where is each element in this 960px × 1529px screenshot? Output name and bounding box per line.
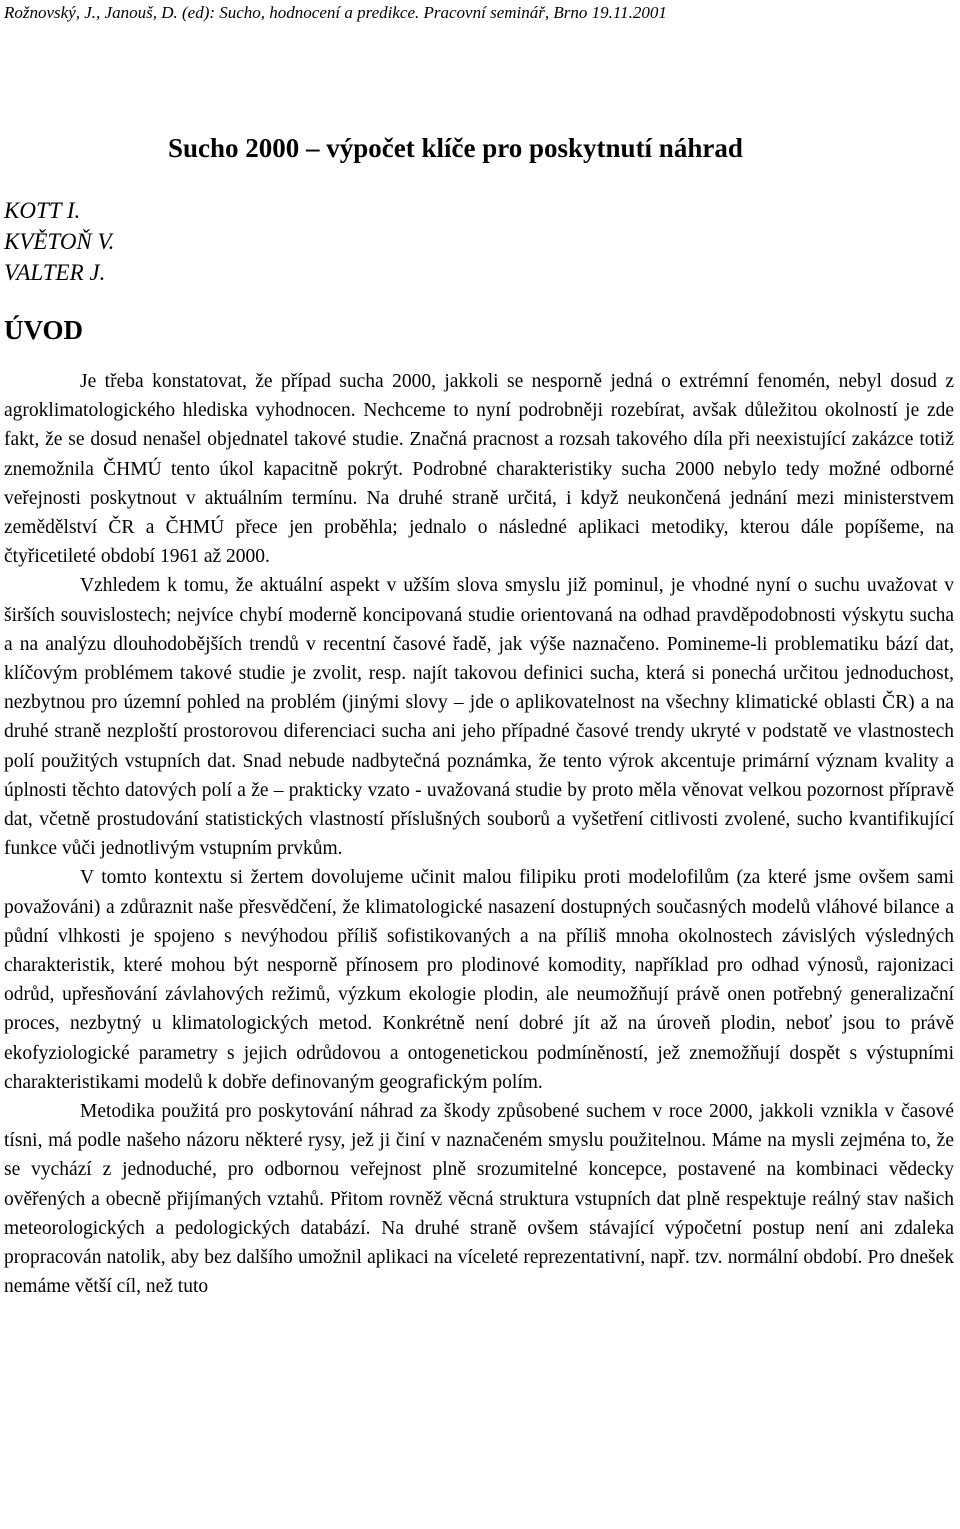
- section-heading: ÚVOD: [4, 315, 83, 345]
- author-name: VALTER J.: [4, 260, 106, 285]
- paragraph: Metodika použitá pro poskytování náhrad za škody způsobené suchem v roce 2000, jakkoli vznikla v časové tísni, má podle našeho názoru některé rysy, jež ji činí v naznačeném smyslu použitelnou. Máme na mysli zejména to, že se vychází z jednoduché, pro odbornou veřejnost plně srozumitelné koncepce, postavené na kombinaci vědecky ověřených a obecně přijímaných vztahů. Přitom rovněž věcná struktura vstupních dat plně respektuje reálný stav našich meteorologických a pedologických databází. Na druhé straně ovšem stávající výpočetní postup není ani zdaleka propracován natolik, aby bez dalšího umožnil aplikaci na víceleté reprezentativní, např. tzv. normální období. Pro dnešek nemáme větší cíl, než tuto: [4, 1101, 954, 1298]
- author-name: KOTT I.: [4, 198, 81, 223]
- paragraph: V tomto kontextu si žertem dovolujeme učinit malou filipiku proti modelofilům (za které jsme ovšem sami považováni) a zdůraznit naše přesvědčení, že klimatologické nasazení dostupných současných modelů vláhové bilance a půdní vlhkosti je spojeno s nevýhodou příliš sofistikovaných a na příliš mnoha okolnostech závislých výsledných charakteristik, které mohou být nesporně přínosem pro plodinové komodity, například pro odhad výnosů, rajonizaci odrůd, upřesňování závlahových režimů, výzkum ekologie plodin, ale neumožňují právě onen potřebný generalizační proces, nezbytný u klimatologických metod. Konkrétně není dobré jít až na úroveň plodin, neboť jsou to právě ekofyziologické parametry s jejich odrůdovou a ontogenetickou podmíněností, jež znemožňují dospět s výstupními charakteristikami modelů k dobře definovaným geografickým polím.: [4, 867, 954, 1093]
- author-name: KVĚTOŇ V.: [4, 229, 115, 254]
- paragraph: Vzhledem k tomu, že aktuální aspekt v užším slova smyslu již pominul, je vhodné nyní o suchu uvažovat v širších souvislostech; nejvíce chybí moderně koncipovaná studie orientovaná na odhad pravděpodobnosti výskytu sucha a na analýzu dlouhodobějších trendů v recentní časové řadě, jak výše naznačeno. Pomineme-li problematiku bází dat, klíčovým problémem takové studie je zvolit, resp. najít takovou definici sucha, která si ponechá určitou jednoduchost, nezbytnou pro územní pohled na problém (jinými slovy – jde o aplikovatelnost na všechny klimatické oblasti ČR) a na druhé straně nezploští prostorovou diferenciaci sucha ani jeho případné časové trendy ukryté v podstatě ve vlastnostech polí použitých vstupních dat. Snad nebude nadbytečná poznámka, že tento výrok akcentuje primární význam kvality a úplnosti těchto datových polí a že – prakticky vzato - uvažovaná studie by proto měla věnovat velkou pozornost přípravě dat, včetně prostudování statistických vlastností příslušných souborů a vyšetření citlivosti zvolené, sucho kvantifikující funkce vůči jednotlivým vstupním prvkům.: [4, 575, 954, 860]
- running-header: Rožnovský, J., Janouš, D. (ed): Sucho, hodnocení a predikce. Pracovní seminář, Brno 19.11.2001: [4, 3, 667, 22]
- paper-title: Sucho 2000 – výpočet klíče pro poskytnutí náhrad: [168, 133, 743, 163]
- body-text: [4, 367, 954, 1302]
- author-list: [4, 195, 114, 288]
- paragraph: Je třeba konstatovat, že případ sucha 2000, jakkoli se nesporně jedná o extrémní fenomén, nebyl dosud z agroklimatologického hlediska vyhodnocen. Nechceme to nyní podrobněji rozebírat, avšak důležitou okolností je zde fakt, že se dosud nenašel objednatel takové studie. Značná pracnost a rozsah takového díla při neexistující zakázce totiž znemožnila ČHMÚ tento úkol kapacitně pokrýt. Podrobné charakteristiky sucha 2000 nebylo tedy možné odborné veřejnosti poskytnout v aktuálním termínu. Na druhé straně určitá, i když neukončená jednání mezi ministerstvem zemědělství ČR a ČHMÚ přece jen proběhla; jednalo o následné aplikaci metodiky, kterou dále popíšeme, na čtyřicetileté období 1961 až 2000.: [4, 371, 954, 568]
